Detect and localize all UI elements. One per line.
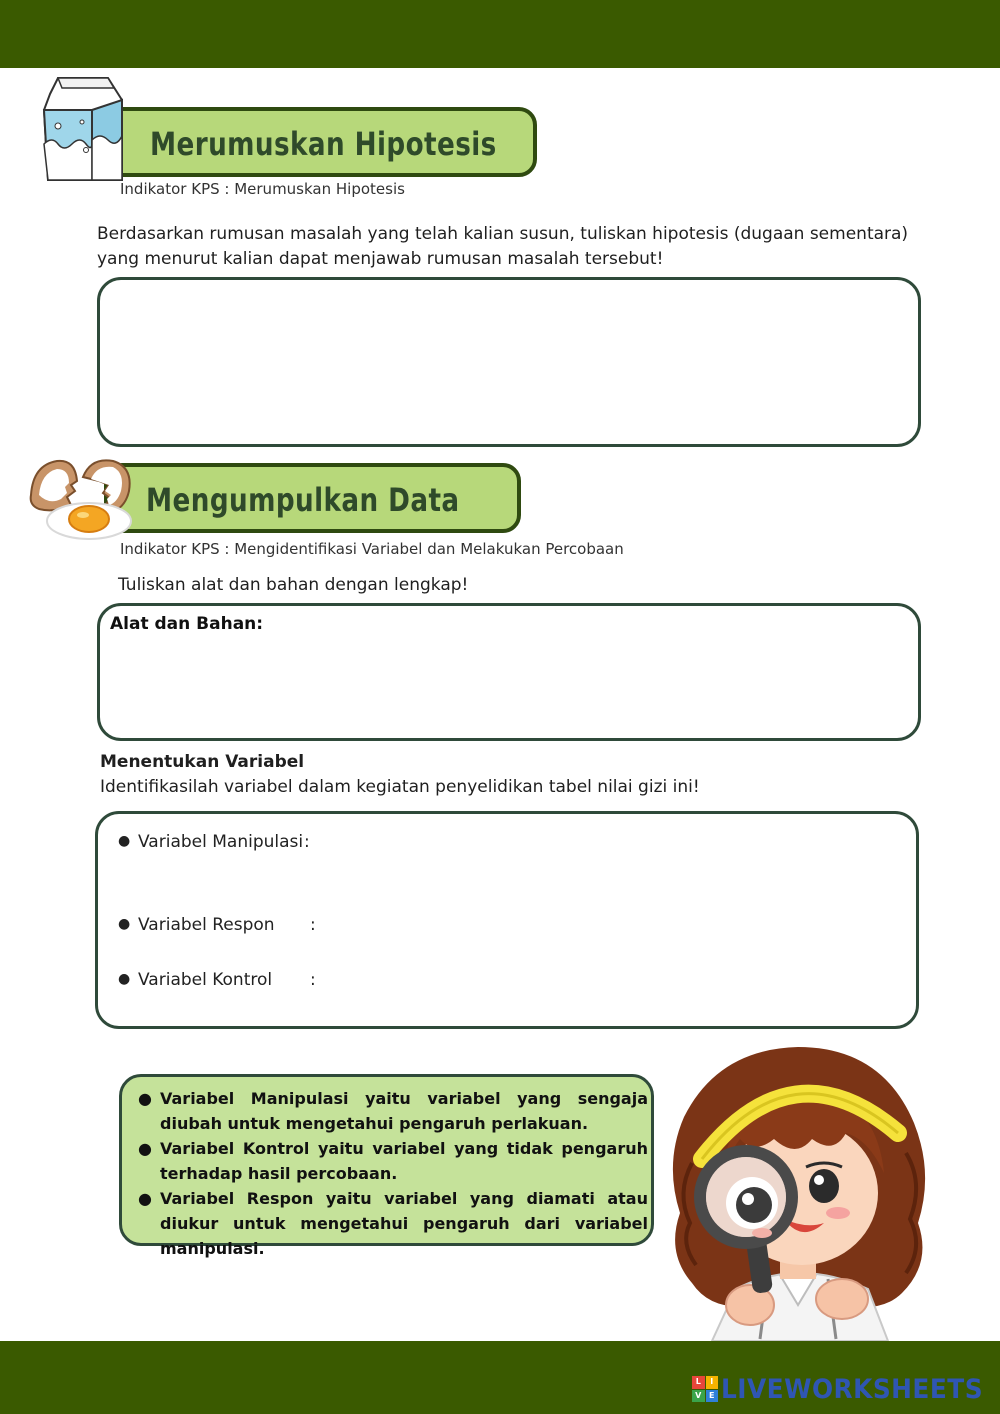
hypothesis-instruction: Berdasarkan rumusan masalah yang telah kalian susun, tuliskan hipotesis (dugaan sementara) yang menurut kalian dapat menjawab rumusan masalah tersebut! [97,224,909,269]
girl-magnifier-illustration [662,1043,934,1341]
logo-text: LIVEWORKSHEETS [721,1373,984,1405]
section-banner-hypothesis [104,107,537,177]
variable-label: Variabel Kontrol [138,970,273,990]
variable-manipulasi-row: ● Variabel Manipulasi : [118,832,310,852]
variable-kontrol-row: ● Variabel Kontrol : [118,970,316,990]
logo-grid-icon: L I V E [692,1376,718,1402]
definition-item: ● Variabel Manipulasi yaitu variabel yang sengaja diubah untuk mengetahui pengaruh perlakuan. [138,1089,648,1133]
section-title: Mengumpulkan Data [146,481,460,519]
variables-instruction: Identifikasilah variabel dalam kegiatan penyelidikan tabel nilai gizi ini! [100,777,700,797]
definition-item: ● Variabel Respon yaitu variabel yang diamati atau diukur untuk mengetahui pengaruh dari variabel manipulasi. [138,1189,648,1258]
section-title: Merumuskan Hipotesis [150,125,497,163]
variable-colon: : [310,915,316,935]
variable-colon: : [304,832,310,852]
tools-answer-box[interactable] [97,603,921,741]
liveworksheets-logo[interactable] [692,1372,1000,1406]
variables-answer-box[interactable] [95,811,919,1029]
variable-colon: : [310,970,316,990]
cracked-egg-icon [25,455,137,545]
milk-carton-icon [38,74,130,186]
section-banner-data [104,463,521,533]
variable-label: Variabel Respon [138,915,275,935]
variables-heading: Menentukan Variabel [100,752,305,772]
indicator-hypothesis: Indikator KPS : Merumuskan Hipotesis [120,180,405,198]
variable-definitions-box [119,1074,654,1258]
hypothesis-answer-box[interactable] [97,277,921,447]
variable-respon-row: ● Variabel Respon : [118,915,316,935]
tools-instruction: Tuliskan alat dan bahan dengan lengkap! [118,575,469,595]
tools-box-label: Alat dan Bahan: [110,614,264,634]
variable-label: Variabel Manipulasi [138,832,304,852]
definition-item: ● Variabel Kontrol yaitu variabel yang tidak pengaruh terhadap hasil percobaan. [138,1139,648,1183]
top-bar [0,0,1000,68]
indicator-data: Indikator KPS : Mengidentifikasi Variabel dan Melakukan Percobaan [120,540,624,558]
